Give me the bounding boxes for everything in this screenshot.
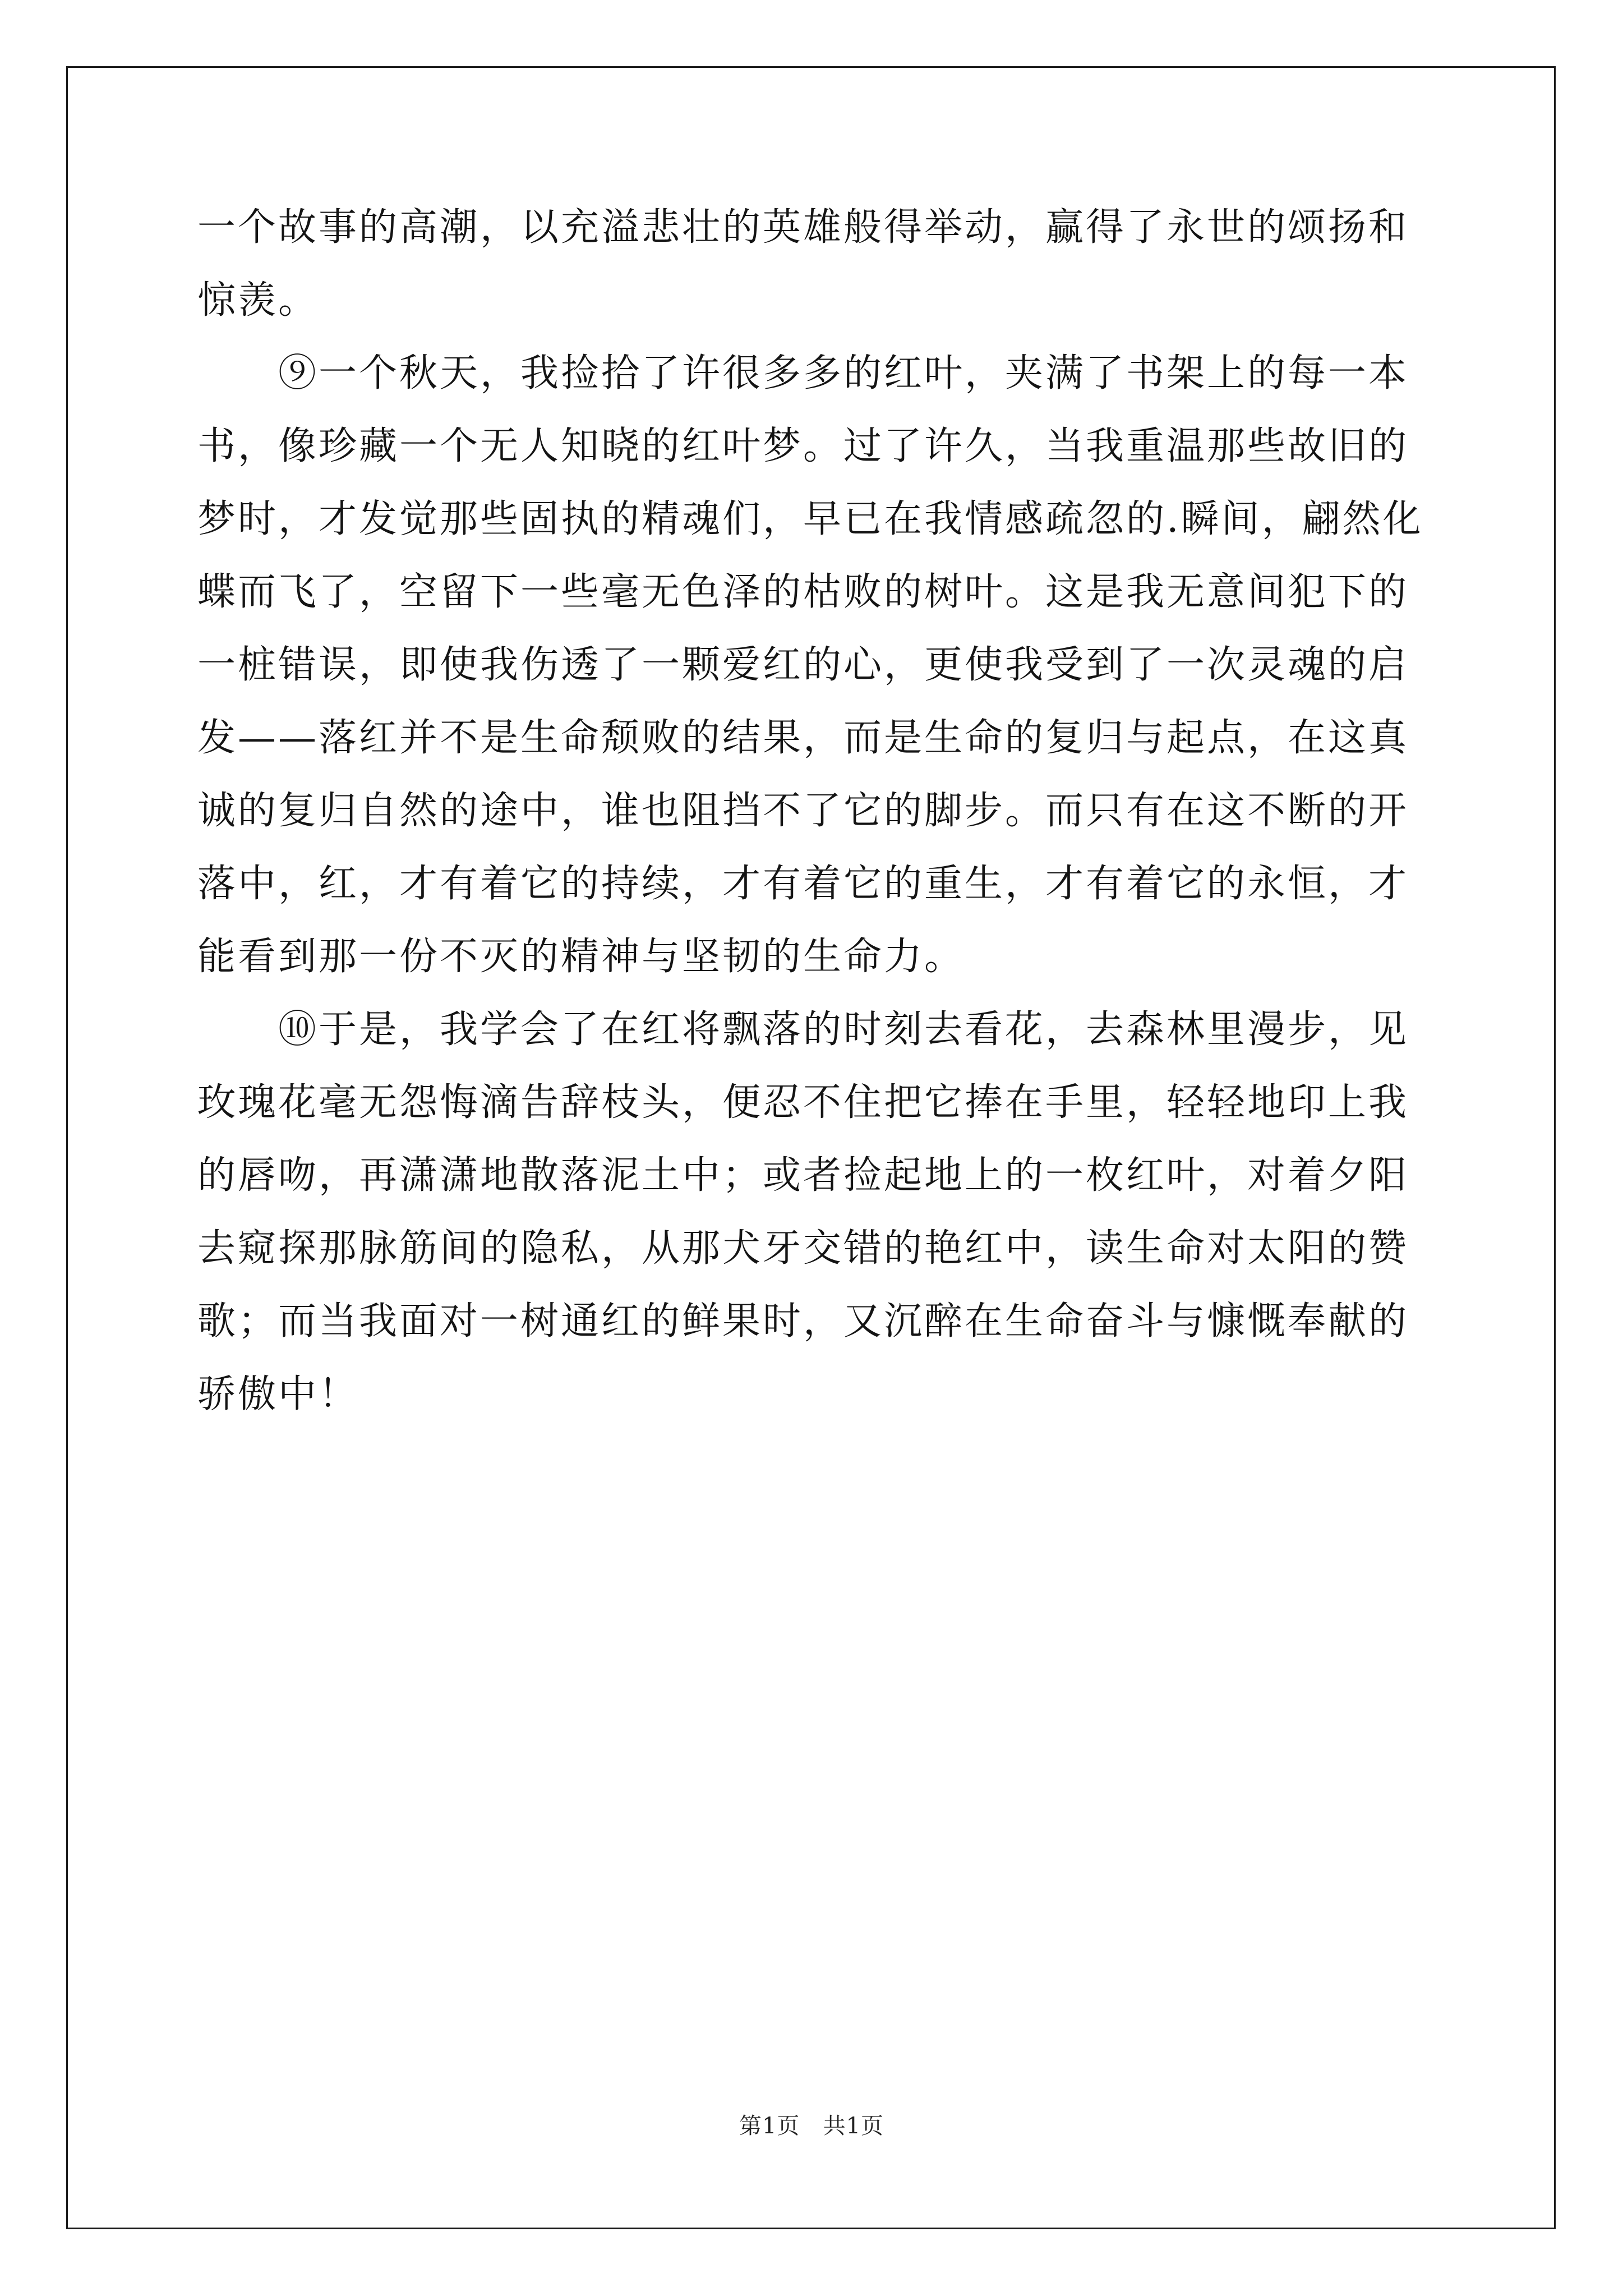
text-line: 能看到那一份不灭的精神与坚韧的生命力。 xyxy=(197,935,965,979)
text-line: ⑩于是，我学会了在红将飘落的时刻去看花，去森林里漫步，见 xyxy=(197,1007,1409,1052)
text-line: 书，像珍藏一个无人知晓的红叶梦。过了许久，当我重温那些故旧的 xyxy=(197,424,1409,468)
text-line: 诚的复归自然的途中，谁也阻挡不了它的脚步。而只有在这不断的开 xyxy=(197,789,1409,833)
page-total: 共1页 xyxy=(823,2113,884,2139)
document-body xyxy=(197,205,1426,1448)
text-line: ⑨一个秋天，我捡拾了许很多多的红叶，夹满了书架上的每一本 xyxy=(197,351,1409,395)
text-line: 落中，红，才有着它的持续，才有着它的重生，才有着它的永恒，才 xyxy=(197,862,1409,906)
text-line: 骄傲中！ xyxy=(197,1372,359,1416)
text-line: 玫瑰花毫无怨悔滴告辞枝头，便忍不住把它捧在手里，轻轻地印上我 xyxy=(197,1080,1409,1125)
text-line: 蝶而飞了，空留下一些毫无色泽的枯败的树叶。这是我无意间犯下的 xyxy=(197,570,1409,614)
text-line: 梦时，才发觉那些固执的精魂们，早已在我情感疏忽的.瞬间，翩然化 xyxy=(197,497,1423,541)
page-footer xyxy=(0,2108,1623,2140)
text-line: 一个故事的高潮，以充溢悲壮的英雄般得举动，赢得了永世的颂扬和 xyxy=(197,205,1409,250)
paragraph-9 xyxy=(197,320,1426,1011)
text-line: 一桩错误，即使我伤透了一颗爱红的心，更使我受到了一次灵魂的启 xyxy=(197,643,1409,687)
text-line: 去窥探那脉筋间的隐私，从那犬牙交错的艳红中，读生命对太阳的赞 xyxy=(197,1226,1409,1271)
paragraph-10 xyxy=(197,976,1426,1448)
text-line: 发——落红并不是生命颓败的结果，而是生命的复归与起点，在这真 xyxy=(197,716,1409,760)
text-line: 的唇吻，再潇潇地散落泥土中；或者捡起地上的一枚红叶，对着夕阳 xyxy=(197,1153,1409,1198)
page-number: 第1页 xyxy=(739,2113,800,2139)
text-line: 惊羡。 xyxy=(197,278,319,323)
text-line: 歌；而当我面对一树通红的鲜果时，又沉醉在生命奋斗与慷慨奉献的 xyxy=(197,1299,1409,1343)
